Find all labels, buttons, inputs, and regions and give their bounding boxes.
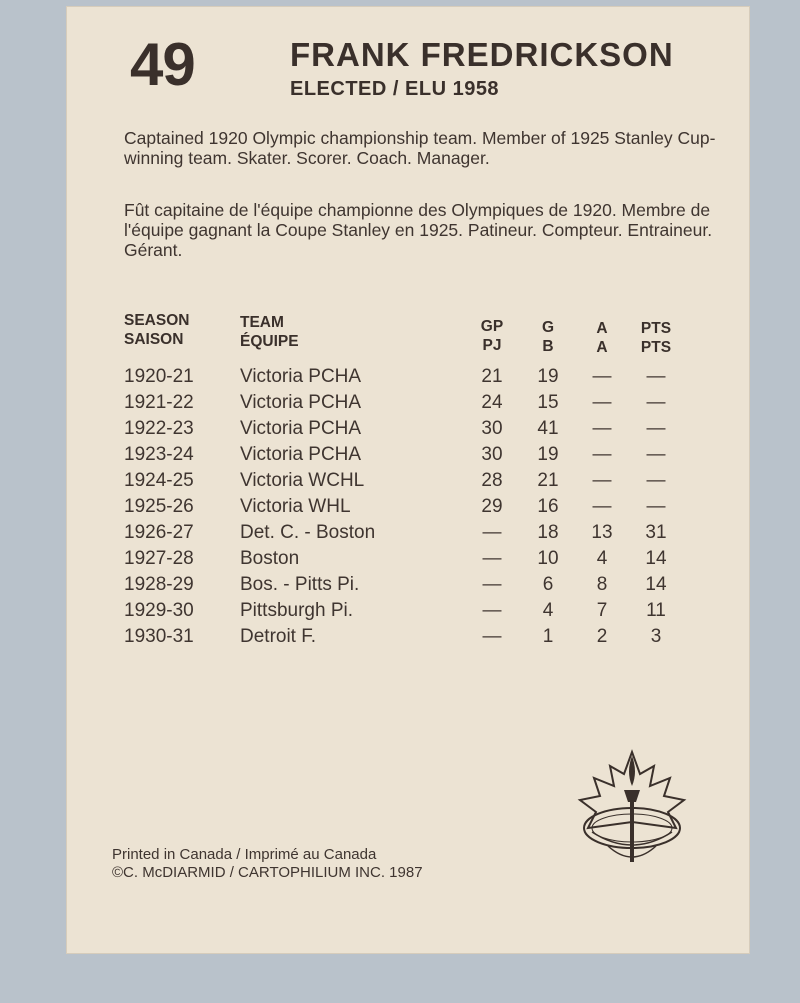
row-season: 1922-23 (124, 418, 194, 439)
row-goals: 16 (537, 496, 559, 517)
row-goals: 18 (537, 522, 559, 543)
row-season: 1930-31 (124, 626, 194, 647)
row-gp: — (482, 574, 502, 595)
row-goals: 19 (537, 444, 559, 465)
row-gp: 21 (481, 366, 503, 387)
row-season: 1929-30 (124, 600, 194, 621)
row-team: Victoria PCHA (240, 392, 362, 413)
row-gp: — (482, 626, 502, 647)
row-season: 1921-22 (124, 392, 194, 413)
row-points: — (646, 496, 666, 517)
row-season: 1925-26 (124, 496, 194, 517)
bio-english: Captained 1920 Olympic championship team. Member of 1925 Stanley Cup-winning team. Skater. Scorer. Coach. Manager. (124, 128, 716, 168)
row-assists: 4 (596, 548, 608, 569)
row-team: Victoria PCHA (240, 418, 362, 439)
row-assists: — (592, 444, 612, 465)
row-gp: 28 (481, 470, 503, 491)
row-assists: 8 (596, 574, 608, 595)
row-season: 1923-24 (124, 444, 194, 465)
row-goals: 1 (542, 626, 554, 647)
row-season: 1924-25 (124, 470, 194, 491)
row-season: 1927-28 (124, 548, 194, 569)
row-assists: 13 (591, 522, 613, 543)
row-gp: — (482, 548, 502, 569)
row-gp: 29 (481, 496, 503, 517)
row-points: — (646, 366, 666, 387)
row-team: Victoria WCHL (240, 470, 365, 491)
card-number: 49 (130, 31, 195, 98)
row-assists: — (592, 392, 612, 413)
row-goals: 41 (537, 418, 559, 439)
row-assists: 7 (596, 600, 608, 621)
row-assists: — (592, 366, 612, 387)
row-points: — (646, 444, 666, 465)
table-row (66, 366, 750, 392)
hockey-hall-of-fame-logo-icon (572, 746, 692, 886)
row-points: — (646, 418, 666, 439)
table-row (66, 418, 750, 444)
bio-french: Fût capitaine de l'équipe championne des Olympiques de 1920. Membre de l'équipe gagnant la Coupe Stanley en 1925. Patineur. Compteur. Entraineur. Gérant. (124, 200, 713, 260)
row-season: 1920-21 (124, 366, 194, 387)
row-assists: 2 (596, 626, 608, 647)
header-gp: GP PJ (480, 318, 504, 354)
row-gp: — (482, 600, 502, 621)
header-a: A A (596, 320, 608, 356)
header-team: TEAM ÉQUIPE (240, 314, 299, 350)
row-season: 1926-27 (124, 522, 194, 543)
printed-line: Printed in Canada / Imprimé au Canada (112, 846, 377, 863)
header-season: SEASON SAISON (124, 312, 190, 348)
row-points: 3 (650, 626, 662, 647)
row-goals: 19 (537, 366, 559, 387)
header-g: G B (541, 319, 555, 355)
row-points: — (646, 470, 666, 491)
row-points: 14 (645, 548, 667, 569)
row-team: Boston (240, 548, 300, 569)
table-row (66, 574, 750, 600)
table-row (66, 392, 750, 418)
row-goals: 6 (542, 574, 554, 595)
row-team: Detroit F. (240, 626, 317, 647)
row-points: 11 (646, 600, 666, 621)
table-row (66, 470, 750, 496)
row-goals: 4 (542, 600, 554, 621)
row-points: 14 (645, 574, 667, 595)
footer (112, 846, 423, 882)
player-name: FRANK FREDRICKSON (290, 36, 674, 73)
row-points: 31 (645, 522, 667, 543)
row-season: 1928-29 (124, 574, 194, 595)
table-row (66, 548, 750, 574)
row-team: Pittsburgh Pi. (240, 600, 353, 621)
table-row (66, 522, 750, 548)
row-goals: 21 (537, 470, 559, 491)
row-gp: — (482, 522, 502, 543)
table-row (66, 626, 750, 652)
row-gp: 24 (481, 392, 503, 413)
row-gp: 30 (481, 418, 503, 439)
row-gp: 30 (481, 444, 503, 465)
row-assists: — (592, 418, 612, 439)
trading-card-back (66, 6, 750, 954)
table-row (66, 600, 750, 626)
row-team: Victoria PCHA (240, 444, 362, 465)
row-team: Victoria PCHA (240, 366, 362, 387)
header-pts: PTS PTS (640, 320, 672, 356)
elected-year: ELECTED / ELU 1958 (290, 78, 500, 100)
row-goals: 15 (537, 392, 559, 413)
copyright-line: ©C. McDIARMID / CARTOPHILIUM INC. 1987 (112, 864, 423, 881)
row-team: Victoria WHL (240, 496, 351, 517)
table-row (66, 444, 750, 470)
row-goals: 10 (537, 548, 559, 569)
row-assists: — (592, 496, 612, 517)
row-assists: — (592, 470, 612, 491)
row-team: Det. C. - Boston (240, 522, 376, 543)
row-points: — (646, 392, 666, 413)
table-row (66, 496, 750, 522)
row-team: Bos. - Pitts Pi. (240, 574, 360, 595)
